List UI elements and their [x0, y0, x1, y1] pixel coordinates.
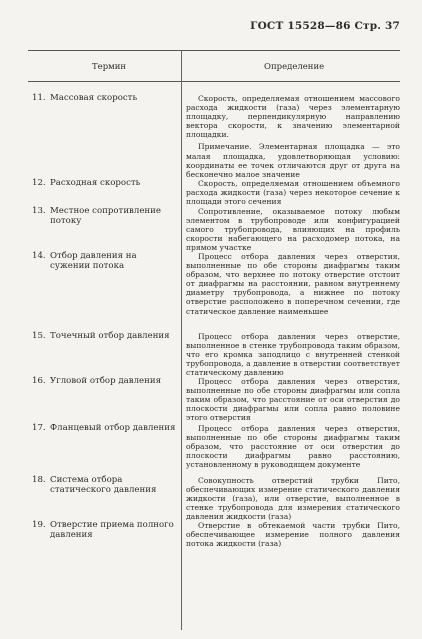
term-label: Расходная скорость — [50, 178, 141, 188]
term-row: 12. Расходная скорость — [32, 178, 176, 188]
term-row: 14. Отбор давления на сужении потока — [32, 251, 176, 271]
top-rule — [28, 50, 400, 51]
term-label: Точечный отбор давления — [50, 331, 170, 341]
head-rule — [28, 81, 400, 82]
definition-text: Скорость, определяемая отношением массового расхода жидкости (газа) через элементарную площадку, перпендикулярную направлению вектора скорости, к значению элементарной площадки. — [186, 94, 400, 140]
definition-row — [186, 424, 400, 469]
term-label: Угловой отбор давления — [50, 376, 162, 386]
term-row: 19. Отверстие приема полного давления — [32, 520, 176, 540]
definition-row — [186, 332, 400, 377]
term-label: Местное сопротивление потоку — [50, 206, 161, 226]
definition-text: Процесс отбора давления через отверстия, выполненные по обе стороны диафрагмы или сопла таким образом, что расстояние от оси отверстия до плоскости диафрагмы или сопла равно половине этого отверстия — [186, 377, 400, 423]
definition-row — [186, 179, 400, 206]
definition-text: Процесс отбора давления через отверстие, выполненное в стенке трубопровода таким образом, что его кромка заподлицо с внутренней стенкой трубопровода, а давление в отверстии соответствует статическому давлению — [186, 332, 400, 378]
term-label: Отбор давления на сужении потока — [50, 251, 137, 271]
definition-text: Процесс отбора давления через отверстия, выполненные по обе стороны диафрагмы таким образом, что расстояние от оси отверстия до плоскости диафрагмы равно расстоянию, установленному в руководящем документе — [186, 424, 400, 470]
definition-text: Скорость, определяемая отношением объемного расхода жидкости (газа) через некоторое сечение к площади этого сечения — [186, 179, 400, 207]
definition-row — [186, 207, 400, 252]
definition-text: Сопротивление, оказываемое потоку любым элементом в трубопроводе или конфигурацией самого трубопровода, влияющих на профиль скорости набегающего на расходомер потока, на прямом участке — [186, 207, 400, 253]
term-row: 11. Массовая скорость — [32, 93, 176, 103]
definition-row — [186, 521, 400, 548]
term-label: Фланцевый отбор давления — [50, 423, 176, 433]
term-label: Массовая скорость — [50, 93, 138, 103]
term-column-header: Термин — [92, 62, 127, 72]
definition-row — [186, 377, 400, 422]
term-row: 18. Система отбора статического давления — [32, 475, 176, 495]
definition-text: Отверстие в обтекаемой части трубки Пито, обеспечивающее измерение полного давления потока жидкости (газа) — [186, 521, 400, 549]
definition-text: Совокупность отверстий трубки Пито, обеспечивающих измерение статического давления жидкости (газа), или отверстие, выполненное в стенке трубопровода для измерения статического давления жидкости (газа) — [186, 476, 400, 522]
definition-row — [186, 476, 400, 521]
term-row: 13. Местное сопротивление потоку — [32, 206, 176, 226]
definition-note: Примечание. Элементарная площадка — это малая площадка, удовлетворяющая условию: координаты ее точек отличаются друг от друга на бесконечно малое значение — [186, 142, 400, 179]
term-label: Отверстие приема полного давления — [50, 520, 174, 540]
definition-text: Процесс отбора давления через отверстия, выполненные по обе стороны диафрагмы таким образом, что верхнее по потоку отверстие отстоит от диафрагмы на расстоянии, равном внутреннему диаметру трубопровода, а нижнее по потоку отверстие расположено в поперечном сечении, где статическое давление наименьшее — [186, 252, 400, 316]
term-row: 17. Фланцевый отбор давления — [32, 423, 176, 433]
term-row: 15. Точечный отбор давления — [32, 331, 176, 341]
term-row: 16. Угловой отбор давления — [32, 376, 176, 386]
definition-row — [186, 252, 400, 316]
definition-row — [186, 94, 400, 179]
column-divider — [181, 50, 182, 630]
term-label: Система отбора статического давления — [50, 475, 157, 495]
page-header: ГОСТ 15528—86 Стр. 37 — [250, 20, 400, 32]
definition-column-header: Определение — [264, 62, 325, 72]
